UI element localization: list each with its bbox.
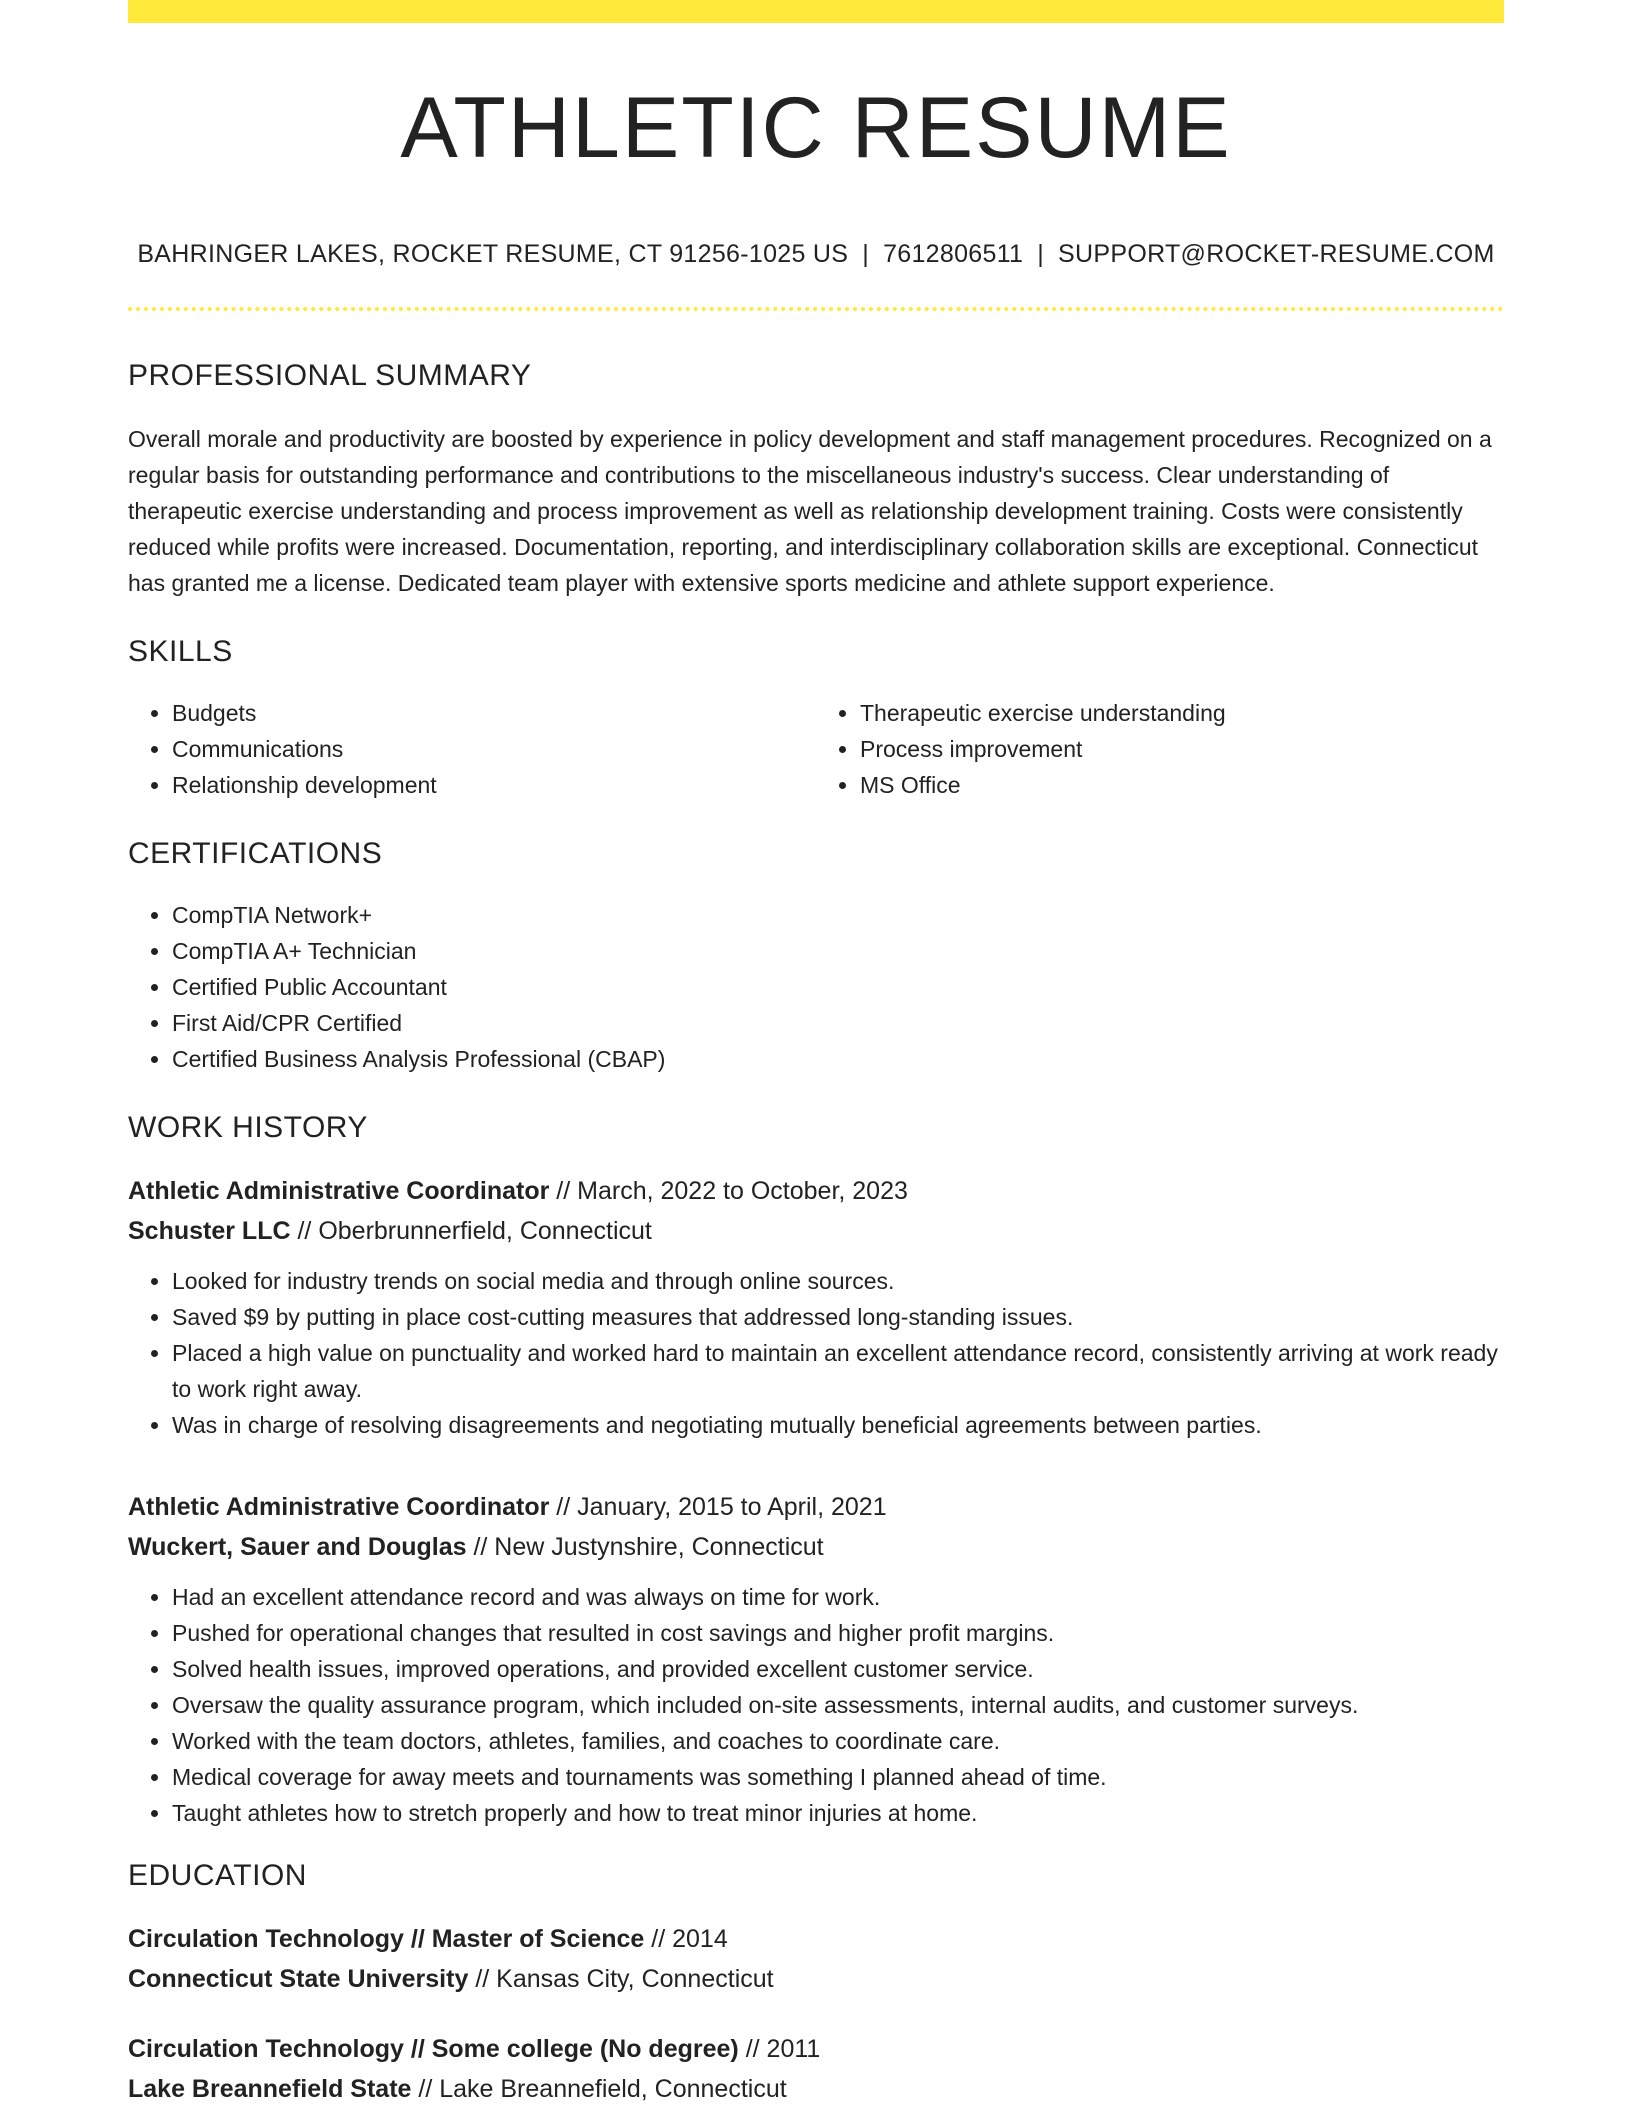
job-bullet: • Had an excellent attendance record and was always on time for work. — [172, 1579, 1504, 1615]
job-bullet: • Pushed for operational changes that resulted in cost savings and higher profit margins. — [172, 1615, 1504, 1651]
education-school: Lake Breannefield State — [128, 2075, 412, 2103]
job-company: Schuster LLC — [128, 1217, 291, 1245]
job-title-line — [128, 1171, 1504, 1211]
education-location: // Lake Breannefield, Connecticut — [418, 2075, 787, 2103]
education-degree: Circulation Technology // Master of Science — [128, 1925, 645, 1953]
top-accent-bar — [128, 0, 1504, 23]
work-history-heading: WORK HISTORY — [128, 1111, 368, 1144]
job-bullet: • Saved $9 by putting in place cost-cutting measures that addressed long-standing issues. — [172, 1299, 1504, 1335]
education-heading: EDUCATION — [128, 1859, 307, 1892]
education-school-line — [128, 1959, 1504, 1999]
education-year: // 2011 — [745, 2035, 821, 2063]
job-bullet: • Taught athletes how to stretch properly and how to treat minor injuries at home. — [172, 1795, 1504, 1831]
contact-separator: | — [1037, 240, 1045, 268]
job-bullet: • Medical coverage for away meets and tournaments was something I planned ahead of time. — [172, 1759, 1504, 1795]
job-bullet: • Solved health issues, improved operations, and provided excellent customer service. — [172, 1651, 1504, 1687]
job-dates: // January, 2015 to April, 2021 — [556, 1493, 887, 1521]
education-year: // 2014 — [651, 1925, 728, 1953]
contact-email: SUPPORT@ROCKET-RESUME.COM — [1058, 240, 1495, 268]
skills-column-right — [816, 695, 1504, 803]
job-company-line — [128, 1211, 1504, 1251]
job-title-line — [128, 1487, 1504, 1527]
certifications-list — [128, 897, 1504, 1077]
education-degree: Circulation Technology // Some college (No degree) — [128, 2035, 739, 2063]
job-bullet: • Looked for industry trends on social media and through online sources. — [172, 1263, 1504, 1299]
certification-item: • CompTIA Network+ — [172, 897, 1504, 933]
summary-text: Overall morale and productivity are boosted by experience in policy development and staff management procedures. Recognized on a regular basis for outstanding performance and contributions to the miscellaneous industry's success. Clear understanding of therapeutic exercise understanding and process improvement as well as relationship development training. Costs were consistently reduced while profits were increased. Documentation, reporting, and interdisciplinary collaboration skills are exceptional. Connecticut has granted me a license. Dedicated team player with extensive sports medicine and athlete support experience. — [128, 426, 1492, 596]
skill-item: • Communications — [172, 731, 816, 767]
contact-separator: | — [862, 240, 870, 268]
education-degree-line — [128, 2029, 1504, 2069]
education-school-line — [128, 2069, 1504, 2109]
education-location: // Kansas City, Connecticut — [475, 1965, 774, 1993]
skills-column-left — [128, 695, 816, 803]
certifications-heading: CERTIFICATIONS — [128, 837, 383, 870]
skill-item: • Therapeutic exercise understanding — [860, 695, 1504, 731]
dotted-divider — [128, 307, 1504, 311]
contact-phone: 7612806511 — [883, 240, 1024, 268]
job-bullet: • Oversaw the quality assurance program, which included on-site assessments, internal audits, and customer surveys. — [172, 1687, 1504, 1723]
job-entry — [128, 1487, 1504, 1831]
skill-item: • Process improvement — [860, 731, 1504, 767]
job-company-line — [128, 1527, 1504, 1567]
job-location: // Oberbrunnerfield, Connecticut — [297, 1217, 652, 1245]
certification-item: • Certified Business Analysis Professional (CBAP) — [172, 1041, 1504, 1077]
certification-item: • First Aid/CPR Certified — [172, 1005, 1504, 1041]
skills-heading: SKILLS — [128, 635, 233, 668]
resume-title: ATHLETIC RESUME — [400, 80, 1232, 176]
education-entry — [128, 1919, 1504, 1999]
skill-item: • Relationship development — [172, 767, 816, 803]
job-title: Athletic Administrative Coordinator — [128, 1177, 550, 1205]
job-company: Wuckert, Sauer and Douglas — [128, 1533, 467, 1561]
education-school: Connecticut State University — [128, 1965, 469, 1993]
job-location: // New Justynshire, Connecticut — [473, 1533, 824, 1561]
job-bullets — [128, 1579, 1504, 1831]
skill-item: • Budgets — [172, 695, 816, 731]
job-bullets — [128, 1263, 1504, 1443]
education-degree-line — [128, 1919, 1504, 1959]
job-entry — [128, 1171, 1504, 1443]
job-title: Athletic Administrative Coordinator — [128, 1493, 550, 1521]
summary-heading: PROFESSIONAL SUMMARY — [128, 359, 532, 392]
certification-item: • CompTIA A+ Technician — [172, 933, 1504, 969]
certification-item: • Certified Public Accountant — [172, 969, 1504, 1005]
contact-line — [128, 239, 1504, 269]
resume-page — [128, 0, 1504, 2109]
contact-address: BAHRINGER LAKES, ROCKET RESUME, CT 91256-1025 US — [137, 240, 849, 268]
job-bullet: • Worked with the team doctors, athletes, families, and coaches to coordinate care. — [172, 1723, 1504, 1759]
education-entry — [128, 2029, 1504, 2109]
skill-item: • MS Office — [860, 767, 1504, 803]
job-bullet: • Was in charge of resolving disagreements and negotiating mutually beneficial agreements between parties. — [172, 1407, 1504, 1443]
job-bullet: • Placed a high value on punctuality and worked hard to maintain an excellent attendance record, consistently arriving at work ready to work right away. — [172, 1335, 1504, 1407]
job-dates: // March, 2022 to October, 2023 — [556, 1177, 908, 1205]
skills-list — [128, 695, 1504, 803]
